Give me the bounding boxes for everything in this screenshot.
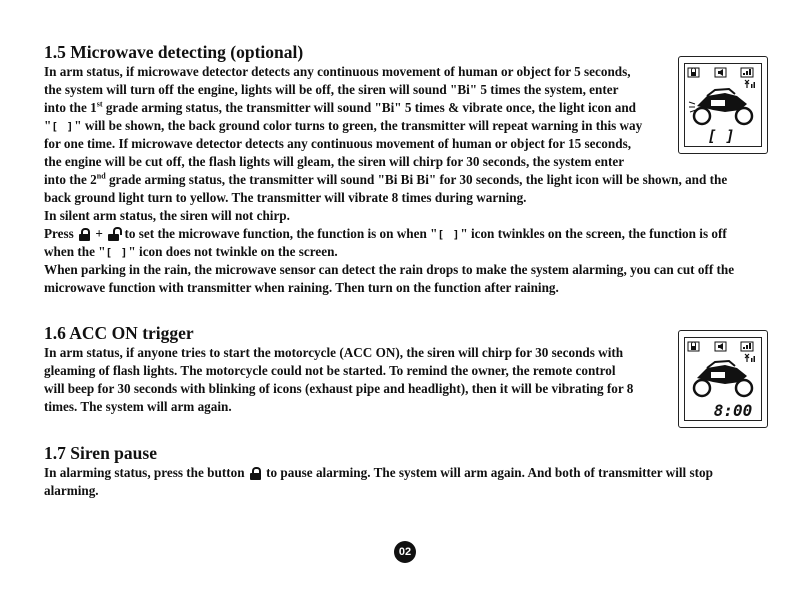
lock-icon	[79, 228, 90, 240]
text-line: When parking in the rain, the microwave sensor can detect the rain drops to make the system alarming, you can cut off the	[44, 262, 735, 277]
page-number: 02	[394, 541, 416, 563]
text-line: alarming.	[44, 483, 99, 498]
section-heading-1-7: 1.7 Siren pause	[44, 443, 157, 463]
speaker-icon	[715, 342, 726, 351]
motorcycle-icon	[694, 361, 752, 396]
lcd-readout: 8:00	[713, 401, 753, 420]
text-line: the system will turn off the engine, lights will be off, the siren will sound "Bi" 5 times the system, enter	[44, 82, 619, 97]
section-heading-1-5: 1.5 Microwave detecting (optional)	[44, 42, 304, 62]
signal-icon	[741, 342, 755, 362]
text-line: for one time. If microwave detector detects any continuous movement of human or object for 15 seconds,	[44, 136, 632, 151]
text-line: "[ ]" will be shown, the back ground color turns to green, the transmitter will repeat warning in this way	[44, 117, 642, 136]
speaker-icon	[715, 68, 726, 77]
unlock-icon	[108, 228, 119, 240]
transmitter-display-2	[678, 330, 768, 428]
lock-icon	[688, 342, 699, 351]
text-line: In silent arm status, the siren will not chirp.	[44, 208, 290, 223]
text-line: gleaming of flash lights. The motorcycle could not be started. To remind the owner, the remote control	[44, 363, 616, 378]
bracket-icon: [ ]	[437, 228, 461, 241]
text-line: into the 2nd grade arming status, the transmitter will sound "Bi Bi Bi" for 30 seconds, the light icon will be shown, and the	[44, 171, 728, 187]
text-line: the engine will be cut off, the flash lights will gleam, the siren will chirp for 30 seconds, the system enter	[44, 154, 625, 169]
text-line: microwave function with transmitter when raining. Then turn on the function after raining.	[44, 280, 559, 295]
text-line: into the 1st grade arming status, the transmitter will sound "Bi" 5 times & vibrate once, the light icon and	[44, 99, 636, 115]
text-line: In arm status, if anyone tries to start the motorcycle (ACC ON), the siren will chirp for 30 seconds with	[44, 345, 624, 360]
text-line: back ground light turn to yellow. The transmitter will vibrate 8 times during warning.	[44, 190, 527, 205]
text-line: In arm status, if microwave detector detects any continuous movement of human or object for 5 seconds,	[44, 64, 631, 79]
section-heading-1-6: 1.6 ACC ON trigger	[44, 323, 194, 343]
lock-icon	[250, 467, 261, 479]
signal-icon	[741, 68, 755, 88]
lock-icon	[688, 68, 699, 77]
lcd-screen	[685, 64, 761, 146]
bracket-icon: [ ]	[105, 246, 129, 259]
text-line: times. The system will arm again.	[44, 399, 232, 414]
text-line: Press + to set the microwave function, the function is on when "[ ]" icon twinkles on the screen, the function is off	[44, 225, 727, 244]
lcd-readout: [ ]	[707, 127, 735, 145]
text-line: will beep for 30 seconds with blinking of icons (exhaust pipe and headlight), then it will be vibrating for 8	[44, 381, 634, 396]
lcd-screen	[685, 338, 761, 420]
transmitter-display-1	[678, 56, 768, 154]
bracket-icon: [ ]	[51, 120, 75, 133]
motorcycle-icon	[689, 89, 752, 124]
text-line: when the "[ ]" icon does not twinkle on the screen.	[44, 243, 338, 262]
text-line: In alarming status, press the button to pause alarming. The system will arm again. And both of transmitter will stop	[44, 465, 713, 480]
